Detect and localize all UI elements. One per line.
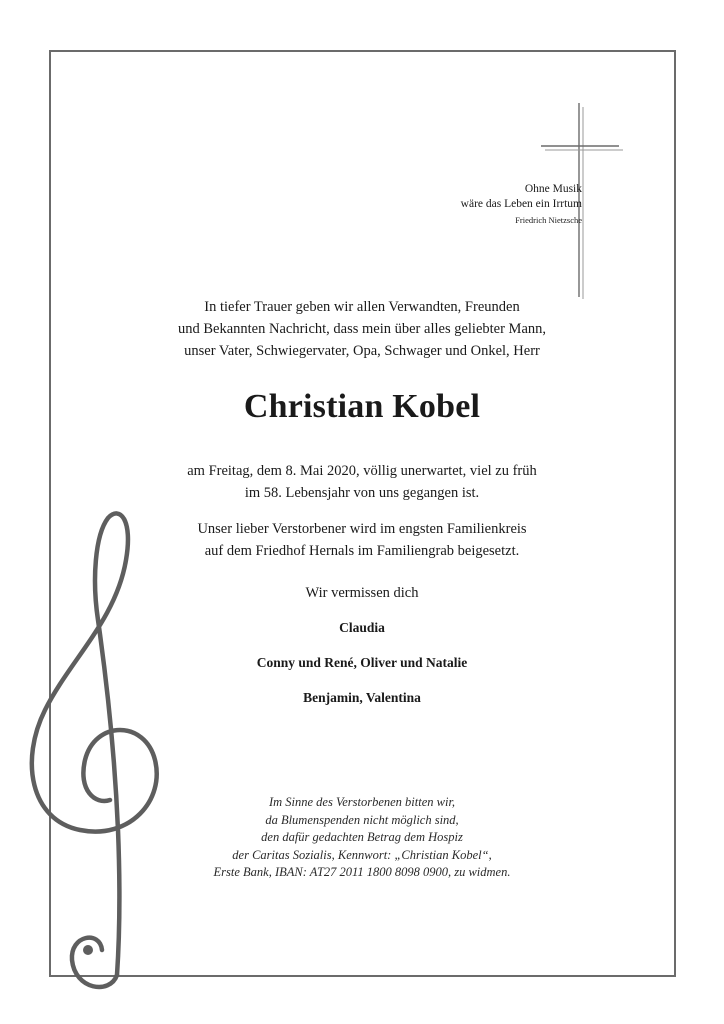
family-member: Benjamin, Valentina bbox=[303, 690, 421, 705]
donation-line: Im Sinne des Verstorbenen bitten wir, bbox=[268, 795, 456, 809]
death-notice bbox=[0, 460, 724, 504]
donation-line: der Caritas Sozialis, Kennwort: „Christian Kobel“, bbox=[232, 847, 492, 862]
nietzsche-quote bbox=[461, 182, 582, 228]
family-member: Claudia bbox=[339, 620, 385, 635]
announcement-intro bbox=[0, 296, 724, 362]
burial-notice bbox=[0, 518, 724, 562]
death-line: am Freitag, dem 8. Mai 2020, völlig unerwartet, viel zu früh bbox=[187, 463, 537, 479]
quote-line-1: Ohne Musik bbox=[524, 183, 582, 195]
death-line: im 58. Lebensjahr von uns gegangen ist. bbox=[244, 485, 480, 501]
donation-request bbox=[0, 794, 724, 882]
intro-line: unser Vater, Schwiegervater, Opa, Schwager und Onkel, Herr bbox=[184, 343, 540, 359]
quote-line-2: wäre das Leben ein Irrtum bbox=[460, 198, 582, 210]
donation-line: Erste Bank, IBAN: AT27 2011 1800 8098 0900, zu widmen. bbox=[213, 865, 511, 879]
donation-line: den dafür gedachten Betrag dem Hospiz bbox=[261, 830, 463, 844]
intro-line: In tiefer Trauer geben wir allen Verwandten, Freunden bbox=[204, 299, 520, 315]
deceased-name: Christian Kobel bbox=[243, 388, 481, 425]
quote-author: Friedrich Nietzsche bbox=[515, 215, 582, 225]
family-member: Conny und René, Oliver und Natalie bbox=[256, 655, 468, 670]
burial-line: auf dem Friedhof Hernals im Familiengrab beigesetzt. bbox=[204, 543, 520, 559]
burial-line: Unser lieber Verstorbener wird im engsten Familienkreis bbox=[197, 521, 527, 537]
miss-text: Wir vermissen dich bbox=[305, 585, 419, 601]
donation-line: da Blumenspenden nicht möglich sind, bbox=[265, 812, 459, 827]
intro-line: und Bekannten Nachricht, dass mein über alles geliebter Mann, bbox=[177, 321, 547, 337]
